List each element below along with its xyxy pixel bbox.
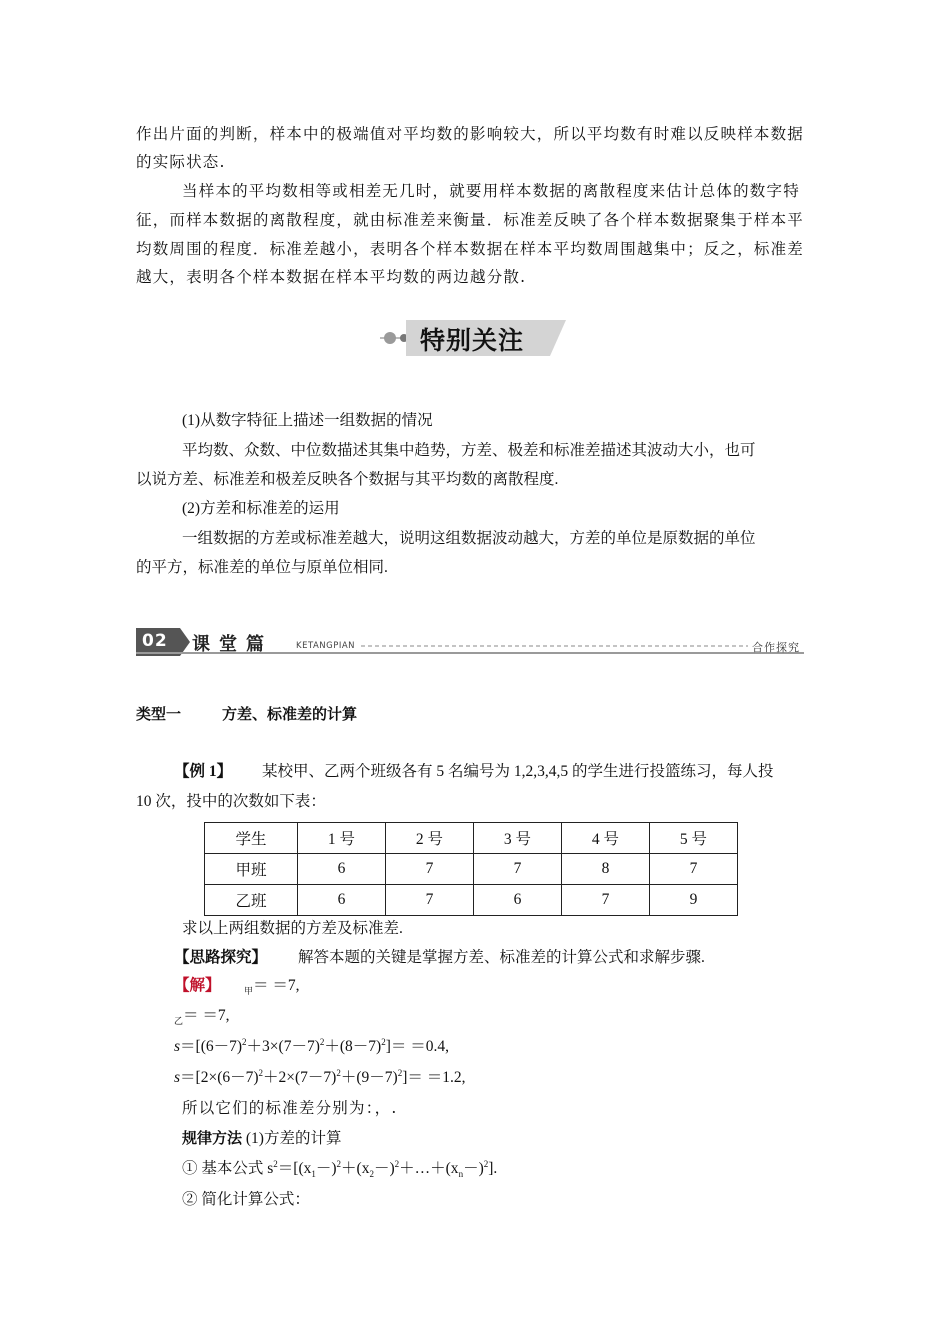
- thinking-text: 解答本题的关键是掌握方差、标准差的计算公式和求解步骤.: [298, 949, 705, 966]
- table-cell: 7: [386, 885, 474, 916]
- table-header-cell: 学生: [205, 823, 298, 854]
- para2-line3: 均数周围的程度．标准差越小，表明各个样本数据在样本平均数周围越集中；反之，标准差: [136, 240, 805, 258]
- table-header-cell: 1 号: [298, 823, 386, 854]
- focus-banner: [380, 318, 566, 358]
- table-cell: 甲班: [205, 854, 298, 885]
- exponent: 2: [397, 1067, 403, 1078]
- exponent: 2: [336, 1158, 342, 1169]
- subscript: 1: [311, 1169, 316, 1180]
- exponent: 2: [381, 1036, 386, 1047]
- score-table: [204, 822, 738, 916]
- formula-part: －): [373, 1160, 395, 1177]
- table-cell: 7: [474, 854, 562, 885]
- formula-part: ＋3×(7－7): [246, 1038, 320, 1055]
- formula-part: ① 基本公式 s: [182, 1160, 274, 1177]
- solution-line4: [174, 1068, 465, 1088]
- para2-line2: 征，而样本数据的离散程度，就由标准差来衡量．标准差反映了各个样本数据聚集于样本平: [136, 211, 805, 229]
- exponent: 2: [319, 1036, 325, 1047]
- focus-item1-line1: 平均数、众数、中位数描述其集中趋势，方差、极差和标准差描述其波动大小，也可: [182, 442, 756, 459]
- exponent: 2: [483, 1158, 489, 1169]
- method-item2: ② 简化计算公式：: [182, 1191, 310, 1208]
- table-cell: 6: [298, 854, 386, 885]
- exponent: 2: [273, 1158, 278, 1169]
- focus-item2-line1: 一组数据的方差或标准差越大，说明这组数据波动越大，方差的单位是原数据的单位: [182, 530, 756, 547]
- exponent: 2: [336, 1067, 341, 1078]
- table-cell: 7: [386, 854, 474, 885]
- table-header-cell: 4 号: [562, 823, 650, 854]
- s-symbol: s: [174, 1069, 181, 1086]
- para2-line4: 越大，表明各个样本数据在样本平均数的两边越分散.: [136, 268, 527, 286]
- formula-part: ＋(8－7): [324, 1038, 382, 1055]
- focus-item2-title: (2)方差和标准差的运用: [182, 500, 340, 517]
- subscript-yi: 乙: [174, 1016, 184, 1027]
- section-right-label: 合作探究: [752, 641, 800, 654]
- subscript: n: [458, 1169, 464, 1180]
- focus-item2-line2: 的平方，标准差的单位与原单位相同.: [136, 559, 388, 576]
- formula-part: －): [315, 1160, 337, 1177]
- section-number: 02: [142, 631, 168, 651]
- s-symbol: s: [174, 1038, 181, 1055]
- solution-line2: [174, 1006, 230, 1026]
- table-header-cell: 3 号: [474, 823, 562, 854]
- example-line2: 10 次，投中的次数如下表：: [136, 793, 326, 810]
- focus-item1-title: (1)从数字特征上描述一组数据的情况: [182, 412, 433, 429]
- focus-item1-line2: 以说方差、标准差和极差反映各个数据与其平均数的离散程度.: [136, 471, 559, 488]
- subscript: 2: [369, 1169, 374, 1180]
- formula-part: －): [463, 1160, 484, 1177]
- formula-part: ＋(x: [341, 1160, 370, 1177]
- thinking-tag: 【思路探究】: [174, 949, 268, 966]
- after-table-text: 求以上两组数据的方差及标准差.: [182, 920, 403, 937]
- solution-tag: 【解】: [174, 977, 221, 994]
- table-row: [205, 885, 738, 916]
- table-cell: 8: [562, 854, 650, 885]
- para1-line1: 作出片面的判断，样本中的极端值对平均数的影响较大，所以平均数有时难以反映样本数据: [136, 125, 805, 143]
- table-cell: 7: [562, 885, 650, 916]
- subscript-jia: 甲: [244, 986, 254, 997]
- method-title: (1)方差的计算: [242, 1130, 342, 1147]
- table-cell: 6: [298, 885, 386, 916]
- table-cell: 6: [474, 885, 562, 916]
- solution-line2-rest: ＝ ＝7,: [183, 1007, 230, 1024]
- method-item1: [182, 1159, 497, 1179]
- table-cell: 乙班: [205, 885, 298, 916]
- solution-line1: [244, 976, 300, 996]
- formula-part: ＝[(x: [277, 1160, 312, 1177]
- table-header-row: [205, 823, 738, 854]
- solution-line3: [174, 1037, 449, 1057]
- example-line1: 某校甲、乙两个班级各有 5 名编号为 1,2,3,4,5 的学生进行投篮练习，每人投: [262, 763, 774, 780]
- method-heading: [182, 1128, 341, 1149]
- formula-part: ]＝ ＝1.2,: [402, 1069, 466, 1086]
- table-header-cell: 5 号: [650, 823, 738, 854]
- table-cell: 7: [650, 854, 738, 885]
- table-header-cell: 2 号: [386, 823, 474, 854]
- example-tag: 【例 1】: [174, 763, 233, 780]
- formula-part: ＋2×(7－7): [263, 1069, 337, 1086]
- exponent: 2: [258, 1067, 264, 1078]
- table-cell: 9: [650, 885, 738, 916]
- exponent: 2: [394, 1158, 400, 1169]
- para1-line2: 的实际状态.: [136, 153, 226, 171]
- formula-part: ＝[2×(6－7): [180, 1069, 259, 1086]
- method-tag: 规律方法: [182, 1129, 243, 1147]
- para2-line1: 当样本的平均数相等或相差无几时，就要用样本数据的离散程度来估计总体的数字特: [182, 182, 800, 200]
- exponent: 2: [242, 1036, 247, 1047]
- section-english: KETANGPIAN: [296, 641, 356, 651]
- solution-line5: 所以它们的标准差分别为：，.: [182, 1099, 398, 1117]
- formula-part: ]＝ ＝0.4,: [385, 1038, 449, 1055]
- type-title: 方差、标准差的计算: [222, 705, 358, 723]
- table-row: [205, 854, 738, 885]
- formula-part: ＝[(6－7): [180, 1038, 243, 1055]
- section-title: 课堂篇: [192, 634, 273, 655]
- formula-part: ＋…＋(x: [399, 1160, 459, 1177]
- solution-line1-rest: ＝ ＝7,: [253, 977, 300, 994]
- type-label: 类型一: [136, 705, 182, 723]
- banner-title: 特别关注: [420, 326, 525, 355]
- formula-part: ＋(9－7): [340, 1069, 398, 1086]
- formula-part: ].: [488, 1160, 498, 1177]
